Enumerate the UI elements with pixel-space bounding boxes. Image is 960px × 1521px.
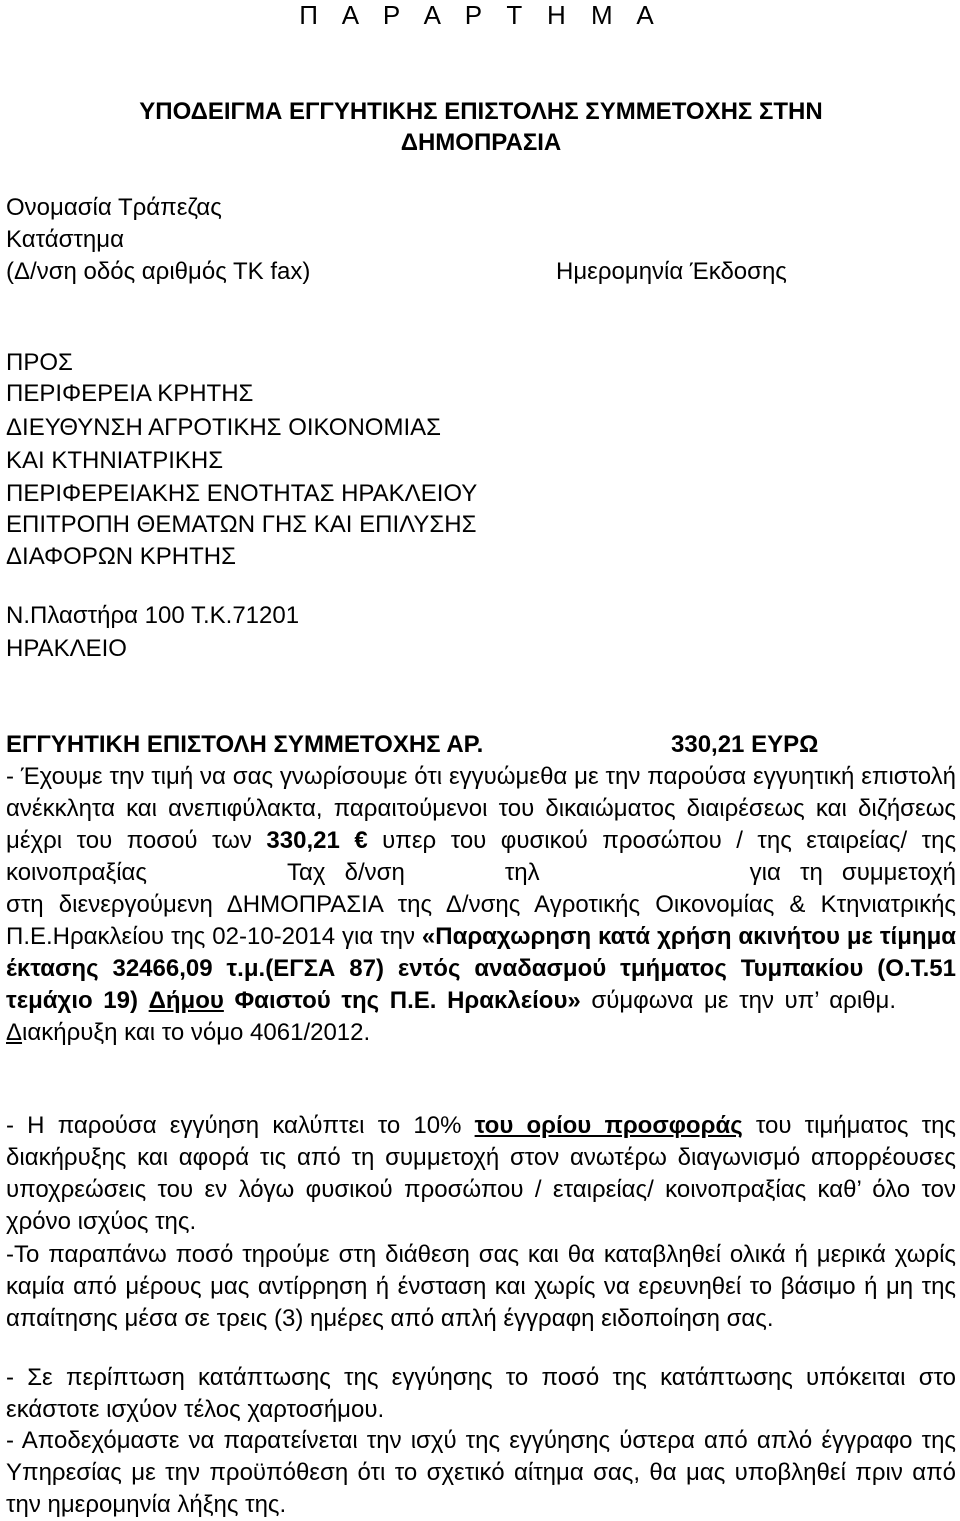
page-title: Π Α Ρ Α Ρ Τ Η Μ Α: [299, 0, 663, 30]
body-text: - Αποδεχόμαστε να παρατείνεται την ισχύ της εγγύησης ύστερα από απλό έγγραφο της Υπηρεσίας με την προϋπόθεση ότι το σχετικό αίτημα σας, θα μας υποβληθεί πριν από την ημερομηνία λήξης της.: [6, 1427, 956, 1518]
body-text: -Το παραπάνω ποσό τηρούμε στη διάθεση σας και θα καταβληθεί ολικά ή μερικά χωρίς καμία από μέρους μας αντίρρηση ή ένσταση και χωρίς να ερευνηθεί το βάσιμο ή μη της απαίτησης μέσα σε τρεις (3) ημέρες από απλή έγγραφη ειδοποίηση σας.: [6, 1241, 956, 1332]
body-text: - Σε περίπτωση κατάπτωσης της εγγύησης το ποσό της κατάπτωσης υπόκειται στο εκάστοτε ισχύον τέλος χαρτοσήμου.: [6, 1364, 956, 1423]
body-text: τηλ: [504, 859, 540, 886]
bank-branch: Κατάστημα: [6, 226, 124, 253]
letter-title-label: ΕΓΓΥΗΤΙΚΗ ΕΠΙΣΤΟΛΗ ΣΥΜΜΕΤΟΧΗΣ ΑΡ.: [6, 731, 484, 758]
body-text: ιακήρυξη και το νόμο 4061/2012.: [22, 1019, 371, 1046]
offer-limit-text: του ορίου προσφοράς: [474, 1112, 743, 1139]
body-paragraph-2: [6, 1110, 956, 1238]
body-text-underlined: Δ: [6, 1019, 23, 1046]
recipient-street: Ν.Πλαστήρα 100 Τ.Κ.71201: [6, 602, 300, 629]
recipient-to: ΠΡΟΣ: [6, 349, 73, 376]
body-text: για τη συμμετοχή στη διενεργούμενη ΔΗΜΟΠΡΑΣΙΑ της Δ/νσης Αγροτικής Οικονομίας & Κτηνιατρικής Π.Ε.Ηρακλείου της 02-10-2014 για την: [6, 859, 956, 950]
body-text: του τιμήματος της διακήρυξης και αφορά τις από τη συμμετοχή στον ανωτέρω διαγωνισμό απορρέουσες υποχρεώσεις του εν λόγω φυσικού προσώπου / εταιρείας/ κοινοπραξίας καθ’ όλο τον χρόνο ισχύος της.: [6, 1112, 956, 1235]
auction-subject: Φαιστού της Π.Ε. Ηρακλείου»: [234, 987, 581, 1014]
body-paragraph-5: [6, 1425, 956, 1521]
body-paragraph-1: [6, 761, 956, 1049]
heading-line-1: ΥΠΟΔΕΙΓΜΑ ΕΓΓΥΗΤΙΚΗΣ ΕΠΙΣΤΟΛΗΣ ΣΥΜΜΕΤΟΧΗΣ ΣΤΗΝ: [139, 98, 823, 125]
auction-subject: «Παραχωρηση κατά χρήση ακινήτου με τίμημα έκτασης 32466,09 τ.μ.(ΕΓΣΑ 87) εντός αναδασμού τμήματος Τυμπακίου (Ο.Τ.51 τεμάχιο 19): [6, 923, 957, 1014]
guarantee-amount: 330,21 €: [266, 827, 368, 854]
recipient-line: ΔΙΑΦΟΡΩΝ ΚΡΗΤΗΣ: [6, 543, 236, 570]
document-heading: [6, 96, 956, 158]
issue-date: Ημερομηνία Έκδοσης: [556, 258, 787, 285]
letter-title-amount: 330,21 ΕΥΡΩ: [671, 731, 819, 758]
body-text: - Η παρούσα εγγύηση καλύπτει το 10%: [6, 1112, 462, 1139]
body-text: - Έχουμε την τιμή να σας γνωρίσουμε ότι εγγυώμεθα με την παρούσα εγγυητική επιστολή ανέκκλητα και ανεπιφύλακτα, παραιτούμενοι του δικαιώματος διαιρέσεως και διζήσεως μέχρι του ποσού των: [6, 763, 956, 854]
body-paragraph-3: [6, 1239, 956, 1335]
recipient-line: ΚΑΙ ΚΤΗΝΙΑΤΡΙΚΗΣ: [6, 447, 224, 474]
auction-subject-underlined: Δήμου: [148, 987, 224, 1014]
heading-line-2: ΔΗΜΟΠΡΑΣΙΑ: [400, 129, 562, 156]
body-text: σύμφωνα με την υπ’ αριθμ.: [591, 987, 897, 1014]
body-text: δ/νση: [344, 859, 405, 886]
bank-address: (Δ/νση οδός αριθμός ΤΚ fax): [6, 258, 311, 285]
body-paragraph-4: [6, 1362, 956, 1426]
recipient-line: ΠΕΡΙΦΕΡΕΙΑ ΚΡΗΤΗΣ: [6, 380, 254, 407]
recipient-city: ΗΡΑΚΛΕΙΟ: [6, 635, 127, 662]
bank-name: Ονομασία Τράπεζας: [6, 194, 222, 221]
body-text: Ταχ: [287, 859, 326, 886]
recipient-line: ΔΙΕΥΘΥΝΣΗ ΑΓΡΟΤΙΚΗΣ ΟΙΚΟΝΟΜΙΑΣ: [6, 414, 441, 441]
recipient-line: ΠΕΡΙΦΕΡΕΙΑΚΗΣ ΕΝΟΤΗΤΑΣ ΗΡΑΚΛΕΙΟΥ: [6, 480, 478, 507]
body-text: υπερ του φυσικού προσώπου / της εταιρείας/ της κοινοπραξίας: [6, 827, 957, 886]
recipient-line: ΕΠΙΤΡΟΠΗ ΘΕΜΑΤΩΝ ΓΗΣ ΚΑΙ ΕΠΙΛΥΣΗΣ: [6, 511, 477, 538]
